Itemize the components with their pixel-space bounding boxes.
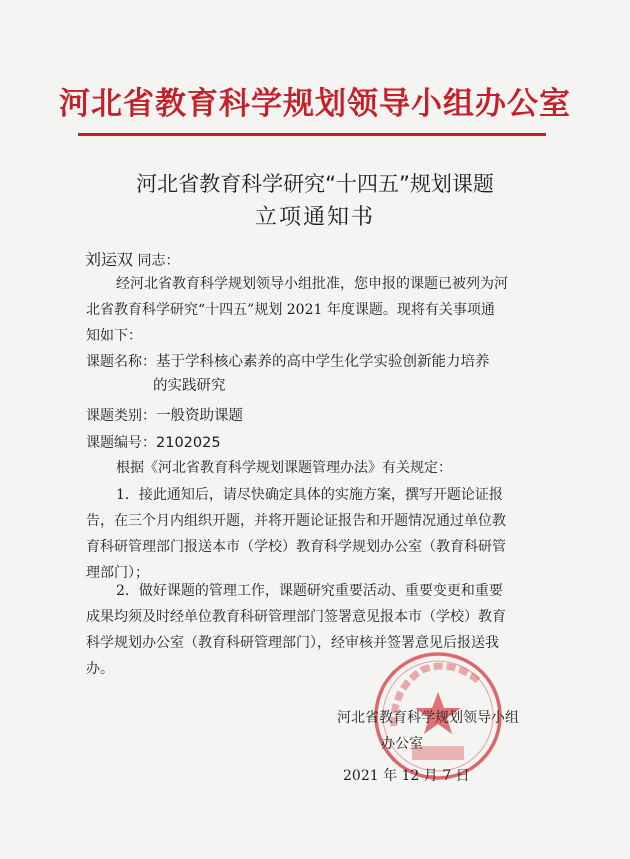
project-code-label: 课题编号： <box>86 435 156 451</box>
project-name-value: 基于学科核心素养的高中学生化学实验创新能力培养 <box>156 354 490 370</box>
rule-2-line: 科学规划办公室（教育科研管理部门），经审核并签署意见后报送我 <box>86 635 499 651</box>
rules-intro <box>86 455 546 481</box>
rule-1-line: 育科研管理部门报送本市（学校）教育科学规划办公室（教育科研管 <box>86 539 506 555</box>
intro-line: 经河北省教育科学规划领导小组批准，您申报的课题已被列为河 <box>116 276 508 292</box>
intro-line: 北省教育科学研究“十四五”规划 2021 年度课题。现将有关事项通 <box>86 302 495 318</box>
project-name-field <box>86 350 490 371</box>
rule-2-line: 成果均须及时经单位教育科研管理部门签署意见报本市（学校）教育 <box>86 609 506 625</box>
project-code-value: 2102025 <box>156 435 221 451</box>
project-code-field <box>86 432 221 452</box>
signature-org-line1: 河北省教育科学规划领导小组 <box>337 710 519 726</box>
rule-2-line: 办。 <box>86 661 114 677</box>
project-name-continued: 的实践研究 <box>153 378 226 394</box>
signature-org-line2: 办公室 <box>381 736 423 752</box>
rule-1-line: 1．接此通知后，请尽快确定具体的实施方案，撰写开题论证报 <box>116 487 503 503</box>
rule-1-line: 告，在三个月内组织开题，并将开题论证报告和开题情况通过单位教 <box>86 513 506 529</box>
letterhead-title: 河北省教育科学规划领导小组办公室 <box>59 86 571 122</box>
rule-2-line: 2．做好课题的管理工作，课题研究重要活动、重要变更和重要 <box>116 583 503 599</box>
project-type-value: 一般资助课题 <box>156 408 243 424</box>
rules-intro-line: 根据《河北省教育科学规划课题管理办法》有关规定： <box>116 460 452 476</box>
intro-paragraph <box>86 271 546 349</box>
rule-item-1 <box>86 482 546 586</box>
signature-date: 2021 年 12 月 7 日 <box>343 768 470 784</box>
salutation <box>85 247 179 270</box>
project-type-field <box>86 404 243 425</box>
intro-line: 知如下： <box>86 328 142 344</box>
rule-1-line: 理部门）； <box>86 565 149 581</box>
recipient-name: 刘运双 <box>85 250 134 269</box>
document-subtitle: 立项通知书 <box>254 205 375 230</box>
project-type-label: 课题类别： <box>86 408 156 424</box>
project-name-label: 课题名称： <box>86 354 156 370</box>
recipient-suffix: 同志： <box>137 253 180 269</box>
document-title: 河北省教育科学研究“十四五”规划课题 <box>136 172 494 196</box>
red-divider-line <box>78 133 546 136</box>
